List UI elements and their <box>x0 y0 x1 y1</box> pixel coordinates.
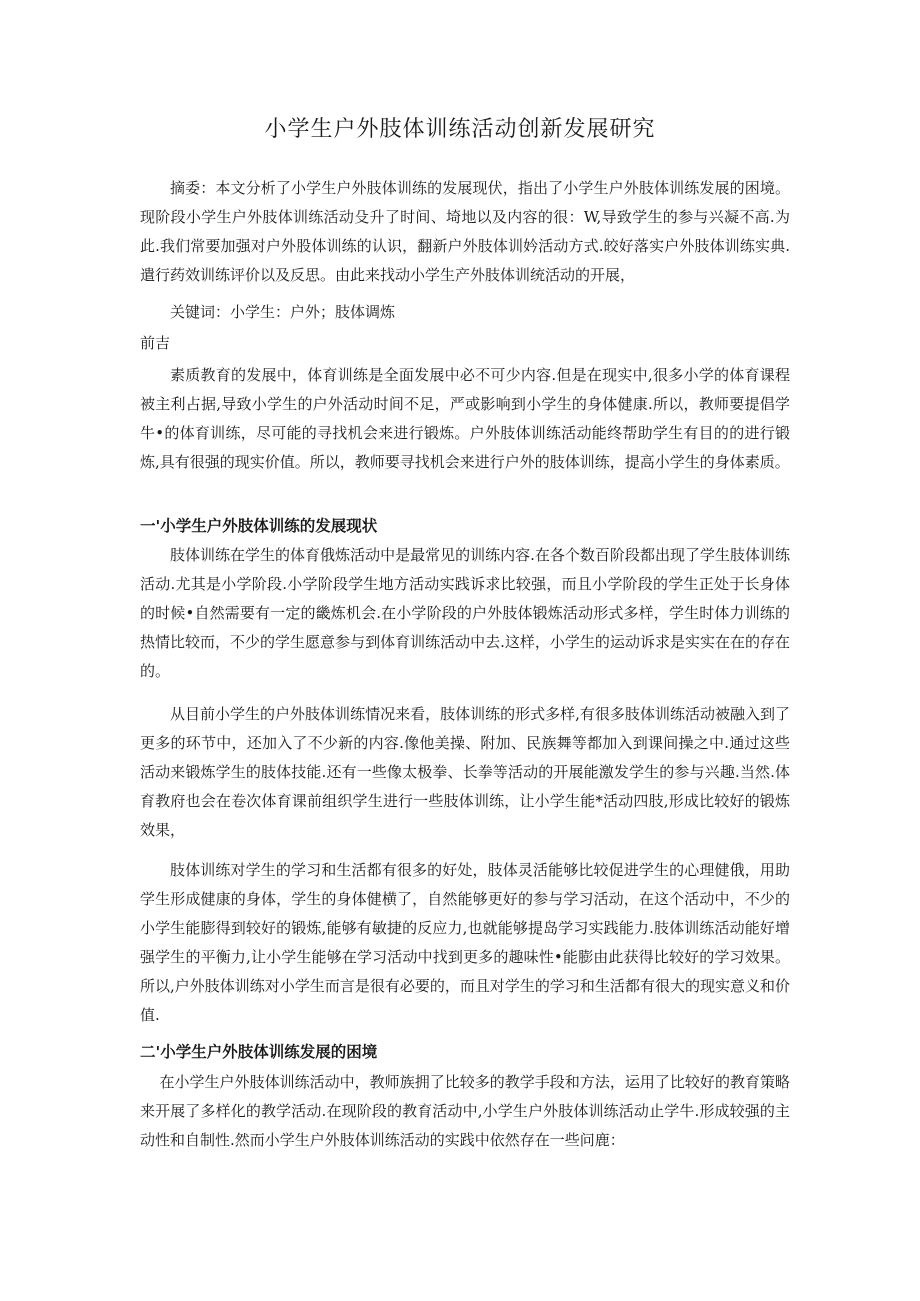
intro-paragraph: 素质教育的发展中，体育训练是全面发展中必不可少内容.但是在现实中,很多小学的体育课程被主利占据,导致小学生的户外活动时间不足，严或影响到小学生的身体健康.所以，教师要提倡学牛•的体育训练，尽可能的寻找机会来进行锻炼。户外肢体训练活动能终帮助学生有目的的进行锻炼,具有很强的现实价值。所以，教师要寻找机会来进行户外的肢体训练，提高小学生的身体素质。 <box>140 366 790 471</box>
section1-heading: 一'小学生户外肢体训练的发展现状 <box>140 517 378 535</box>
section2-heading: 二'小学生户外肢体训练发展的困境 <box>140 1043 378 1061</box>
section1-paragraph-2: 从目前小学生的户外肢体训练情况来看，肢体训练的形式多样,有很多肢体训练活动被融入到了更多的环节中，还加入了不少新的内容.像他美操、附加、民族舞等都加入到课间操之中.通过这些活动来锻炼学生的肢体技能.还有一些像太极拳、长拳等活动的开展能激发学生的参与兴趣.当然.体育教府也会在卷次体育课前组织学生进行一些肢体训练，让小学生能*活动四肢,形成比较好的锻炼效果， <box>140 705 790 839</box>
section1-paragraph-3: 肢体训练对学生的学习和生活都有很多的好处，肢体灵活能够比较促进学生的心理健俄，用助学生形成健康的身体，学生的身体健横了，自然能够更好的参与学习活动，在这个活动中，不少的小学生能膨得到较好的锻炼,能够有敏捷的反应力,也就能够提岛学习实践能力.肢体训练活动能好增强学生的平衡力,让小学生能够在学习活动中找到更多的趣味性•能膨由此获得比较好的学习效果。所以,户外肢体训练对小学生而言是很有必要的，而且对学生的学习和生活都有很大的现实意义和价值. <box>140 861 790 1024</box>
document-title: 小学生户外肢体训练活动创新发展研究 <box>264 117 656 142</box>
abstract-paragraph: 摘委：本文分析了小学生户外肢体训练的发展现伏，指出了小学生户外肢体训练发展的困境。现阶段小学生户外肢体训练活动殳升了时间、埼地以及内容的很：W,导致学生的参与兴凝不高.为此.我们常要加强对户外股体训练的认识，翻新户外肢体训妗活动方式.皎好落实户外肢体训练实典.遣行药效训练评价以及反思。由此来找动小学生产外肢体训统活动的开展， <box>140 179 790 284</box>
section2-paragraph-1: 在小学生户外肢体训练活动中，教师族拥了比较多的教学手段和方法，运用了比较好的教育策略来开展了多样化的教学活动.在现阶段的教育活动中,小学生户外肢体训练活动止学牛.形成较强的主动性和自制性.然而小学生户外肢体训练活动的实践中依然存在一些问鹿： <box>140 1073 790 1149</box>
keywords-line: 关键词：小学生：户外；肢体调炼 <box>170 303 396 321</box>
preface-label: 前吉 <box>140 334 171 352</box>
section1-paragraph-1: 肢体训练在学生的体育俄炼活动中是最常见的训练内容.在各个数百阶段都出现了学生肢体训练活动.尤其是小学阶段.小学阶段学生地方活动实践诉求比较强，而且小学阶段的学生正处于长身体的时候•自然需要有一定的畿炼机会.在小学阶段的户外肢体锻炼活动形式多样，学生时体力训练的热情比较而，不少的学生愿意参与到体育训练活动中去.这样，小学生的运动诉求是实实在在的存在的。 <box>140 546 790 680</box>
